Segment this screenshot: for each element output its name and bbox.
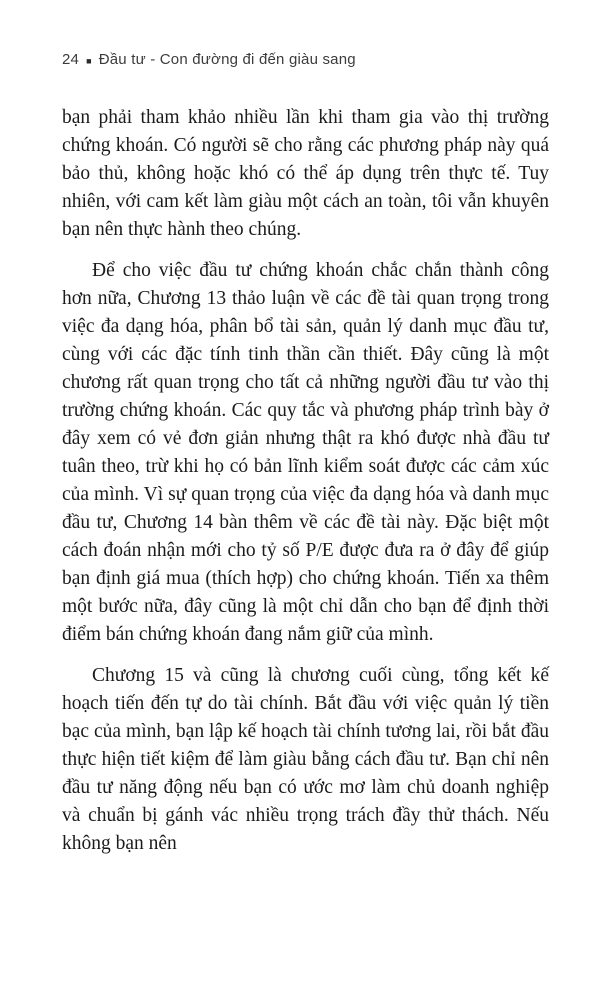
page-number: 24 xyxy=(62,51,80,68)
paragraph: Để cho việc đầu tư chứng khoán chắc chắn thành công hơn nữa, Chương 13 thảo luận về các đề tài quan trọng trong việc đa dạng hóa, phân bổ tài sản, quản lý danh mục đầu tư, cùng với các đặc tính tinh thần cần thiết. Đây cũng là một chương rất quan trọng cho tất cả những người đầu tư vào thị trường chứng khoán. Các quy tắc và phương pháp trình bày ở đây xem có vẻ đơn giản nhưng thật ra khó được nhà đầu tư tuân theo, trừ khi họ có bản lĩnh kiểm soát được các cảm xúc của mình. Vì sự quan trọng của việc đa dạng hóa và danh mục đầu tư, Chương 14 bàn thêm về các đề tài này. Đặc biệt một cách đoán nhận mới cho tỷ số P/E được đưa ra ở đây để giúp bạn định giá mua (thích hợp) cho chứng khoán. Tiến xa thêm một bước nữa, đây cũng là một chỉ dẫn cho bạn để định thời điểm bán chứng khoán đang nắm giữ của mình. xyxy=(62,260,549,645)
paragraph: Chương 15 và cũng là chương cuối cùng, tổng kết kế hoạch tiến đến tự do tài chính. Bắt đầu với việc quản lý tiền bạc của mình, bạn lập kế hoạch tài chính tương lai, rồi bắt đầu thực hiện tiết kiệm để làm giàu bằng cách đầu tư. Bạn chỉ nên đầu tư năng động nếu bạn có ước mơ làm chủ doanh nghiệp và chuẩn bị gánh vác nhiều trọng trách đầy thử thách. Nếu không bạn nên xyxy=(62,665,549,854)
book-title: Đầu tư - Con đường đi đến giàu sang xyxy=(98,51,356,68)
paragraph: bạn phải tham khảo nhiều lần khi tham gia vào thị trường chứng khoán. Có người sẽ cho rằng các phương pháp này quá bảo thủ, không hoặc khó có thể áp dụng trên thực tế. Tuy nhiên, với cam kết làm giàu một cách an toàn, tôi vẫn khuyên bạn nên thực hành theo chúng. xyxy=(62,107,549,240)
page-header xyxy=(62,50,549,70)
page-content xyxy=(62,104,549,858)
square-bullet-icon: ■ xyxy=(86,55,92,66)
